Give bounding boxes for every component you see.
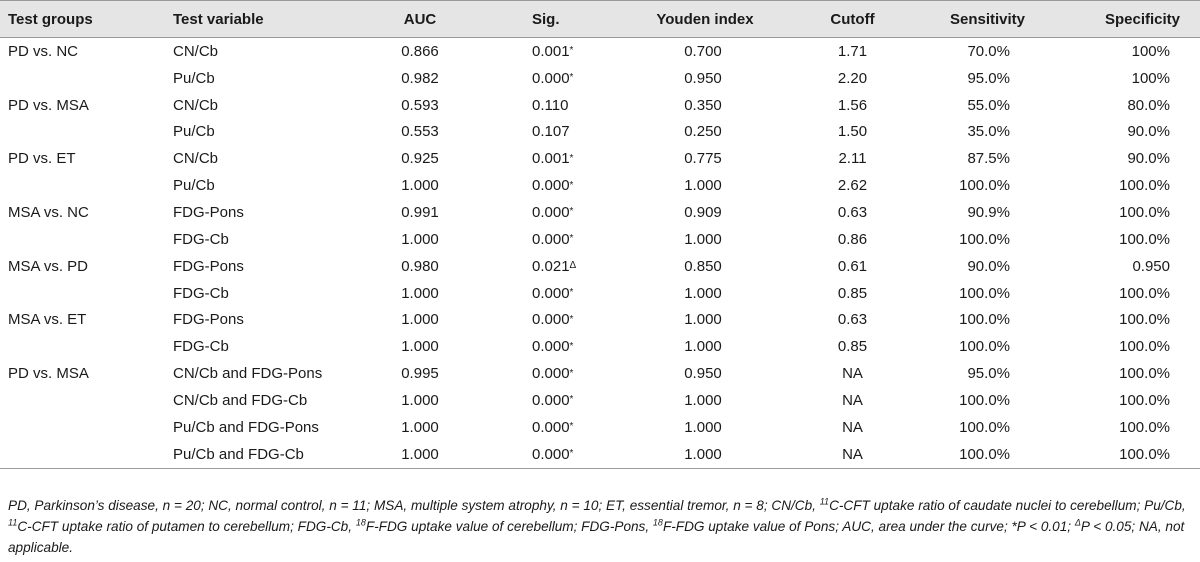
cell-sig-text: 0.000 [532,391,570,409]
cell-youden-index-text: 0.350 [684,96,722,114]
cell-auc-text: 1.000 [401,177,439,195]
cell-sig: 0.000 * [532,365,574,383]
cell-auc [380,253,460,280]
cell-sensitivity [910,226,1010,253]
cell-test-variable [173,65,215,92]
cell-test-group [8,360,89,387]
cell-cutoff-text: 2.11 [838,150,867,168]
cell-test-variable-text: Pu/Cb and FDG-Cb [173,445,304,463]
cell-sig: 0.021 Δ [532,257,577,275]
cell-cutoff [815,65,890,92]
cell-cutoff [815,172,890,199]
footnote-sup-11a: 11 [819,496,830,507]
cell-specificity [1060,145,1170,172]
table-row [0,226,1200,253]
cell-test-group [8,145,76,172]
cell-cutoff-text: 0.86 [837,230,868,248]
cell-sensitivity [910,333,1010,360]
footnote-sup-delta: Δ [1074,517,1081,528]
footnote-text-4: F-FDG uptake value of cerebellum; FDG-Pons, [365,519,653,534]
cell-sensitivity-text: 100.0% [959,284,1010,302]
cell-youden-index-text: 0.775 [684,150,722,168]
cell-youden-index-text: 1.000 [684,445,722,463]
cell-specificity [1060,280,1170,307]
cell-test-variable-text: FDG-Pons [173,257,244,275]
cell-cutoff [815,226,890,253]
cell-test-variable-text: CN/Cb and FDG-Pons [173,365,323,383]
cell-cutoff-text: 0.63 [837,311,868,329]
cell-test-variable-text: FDG-Pons [173,311,244,329]
cell-auc [380,441,460,468]
cell-sig [532,119,570,146]
header-sig: Sig. [532,10,560,28]
cell-cutoff [815,253,890,280]
cell-sig: 0.000 * [532,311,574,329]
cell-specificity [1060,333,1170,360]
cell-auc [380,38,460,65]
cell-sensitivity-text: 90.0% [967,257,1010,275]
cell-sensitivity-text: 100.0% [959,230,1010,248]
cell-test-variable-text: Pu/Cb and FDG-Pons [173,418,319,436]
cell-specificity-text: 100.0% [1119,418,1170,436]
cell-sensitivity-text: 70.0% [967,42,1010,60]
cell-youden-index-text: 0.250 [684,123,722,141]
table-row [0,92,1200,119]
cell-auc-text: 0.991 [401,203,439,221]
cell-sig-text: 0.000 [532,311,570,329]
cell-specificity-text: 100.0% [1119,203,1170,221]
footnote-sup-18b: 18 [652,517,663,528]
cell-sig: 0.000 * [532,338,574,356]
cell-sensitivity-text: 100.0% [959,445,1010,463]
cell-specificity-text: 90.0% [1127,123,1170,141]
cell-sig-text: 0.000 [532,284,570,302]
cell-specificity [1060,387,1170,414]
footnote-sup-11b: 11 [8,517,18,528]
cell-test-variable [173,145,218,172]
cell-auc-text: 1.000 [401,338,439,356]
table-row [0,119,1200,146]
cell-sensitivity-text: 100.0% [959,177,1010,195]
cell-sig: 0.001 * [532,150,574,168]
cell-sensitivity-text: 90.9% [967,203,1010,221]
cell-sensitivity [910,360,1010,387]
cell-sensitivity [910,306,1010,333]
cell-auc [380,119,460,146]
cell-sensitivity [910,414,1010,441]
cell-auc-text: 1.000 [401,391,439,409]
cell-sig: 0.000 * [532,445,574,463]
cell-cutoff [815,145,890,172]
cell-sig-text: 0.001 [532,42,570,60]
cell-sensitivity-text: 95.0% [967,365,1010,383]
cell-specificity-text: 0.950 [1132,257,1170,275]
cell-sig-text: 0.000 [532,338,570,356]
cell-test-variable-text: CN/Cb [173,150,219,168]
cell-sensitivity [910,119,1010,146]
cell-test-variable-text: Pu/Cb [173,177,215,195]
cell-sensitivity-text: 100.0% [959,338,1010,356]
header-auc: AUC [403,10,437,28]
footnote-sup-18a: 18 [355,517,366,528]
cell-test-variable-text: CN/Cb and FDG-Cb [173,391,308,409]
cell-test-variable-text: Pu/Cb [173,123,215,141]
cell-cutoff [815,414,890,441]
cell-auc [380,280,460,307]
cell-sig-text: 0.000 [532,69,570,87]
cell-cutoff-text: NA [842,391,863,409]
table-header-row [0,0,1200,38]
cell-sig-text: 0.000 [532,177,570,195]
header-youden-index: Youden index [656,10,754,28]
cell-auc [380,387,460,414]
cell-cutoff [815,119,890,146]
table-body [0,38,1200,469]
cell-specificity-text: 90.0% [1127,150,1170,168]
cell-auc-text: 0.553 [401,123,439,141]
cell-youden-index [648,65,758,92]
cell-youden-index-text: 1.000 [684,284,722,302]
cell-cutoff-text: 1.50 [837,123,868,141]
cell-sig [532,92,568,119]
cell-cutoff-text: 1.56 [837,96,868,114]
cell-auc-text: 1.000 [401,230,439,248]
cell-test-variable [173,414,319,441]
table-row [0,360,1200,387]
cell-youden-index-text: 1.000 [684,230,722,248]
cell-test-group [8,306,86,333]
cell-test-group-text: MSA vs. ET [8,311,87,329]
table-row [0,306,1200,333]
table-row [0,333,1200,360]
cell-auc-text: 0.980 [401,257,439,275]
cell-test-variable [173,226,229,253]
cell-specificity-text: 100.0% [1119,311,1170,329]
cell-cutoff-text: NA [842,365,863,383]
cell-sensitivity [910,92,1010,119]
cell-specificity [1060,414,1170,441]
cell-sensitivity-text: 87.5% [967,150,1010,168]
cell-sig-text: 0.000 [532,365,570,383]
table-row [0,65,1200,92]
cell-sig-text: 0.021 [532,257,570,275]
cell-specificity-text: 100% [1131,69,1170,87]
cell-cutoff-text: NA [842,418,863,436]
cell-specificity-text: 100.0% [1119,284,1170,302]
cell-cutoff [815,92,890,119]
cell-youden-index-text: 1.000 [684,177,722,195]
cell-test-group [8,199,89,226]
cell-youden-index [648,280,758,307]
cell-cutoff-text: NA [842,445,863,463]
cell-youden-index-text: 0.850 [684,257,722,275]
cell-test-variable [173,333,229,360]
cell-sensitivity-text: 55.0% [967,96,1010,114]
header-test-groups: Test groups [8,10,93,28]
cell-youden-index [648,387,758,414]
cell-specificity [1060,360,1170,387]
header-sensitivity: Sensitivity [949,10,1025,28]
cell-sig: 0.000 * [532,418,574,436]
cell-auc [380,306,460,333]
cell-specificity [1060,172,1170,199]
cell-cutoff [815,199,890,226]
cell-test-group-text: PD vs. MSA [8,365,89,383]
cell-specificity-text: 100.0% [1119,391,1170,409]
cell-cutoff-text: 2.20 [837,69,868,87]
cell-test-variable [173,199,244,226]
cell-cutoff [815,306,890,333]
table-row [0,145,1200,172]
cell-specificity [1060,38,1170,65]
cell-specificity-text: 100% [1131,42,1170,60]
cell-auc-text: 0.925 [401,150,439,168]
table-row [0,387,1200,414]
cell-youden-index [648,38,758,65]
cell-test-variable-text: FDG-Cb [173,284,229,302]
cell-auc-text: 1.000 [401,284,439,302]
cell-sensitivity [910,280,1010,307]
cell-auc-text: 0.982 [401,69,439,87]
header-specificity: Specificity [1104,10,1180,28]
table-row [0,172,1200,199]
cell-test-variable-text: FDG-Cb [173,338,229,356]
cell-auc-text: 0.866 [401,42,439,60]
cell-youden-index [648,306,758,333]
cell-auc [380,92,460,119]
cell-auc [380,333,460,360]
cell-youden-index [648,199,758,226]
cell-cutoff [815,360,890,387]
cell-specificity-text: 100.0% [1119,177,1170,195]
cell-auc [380,360,460,387]
cell-sensitivity [910,145,1010,172]
cell-youden-index [648,119,758,146]
cell-specificity-text: 100.0% [1119,338,1170,356]
cell-auc [380,172,460,199]
cell-youden-index [648,360,758,387]
cell-youden-index-text: 0.700 [684,42,722,60]
cell-test-group-text: PD vs. ET [8,150,76,168]
cell-youden-index [648,226,758,253]
cell-specificity [1060,65,1170,92]
cell-test-variable [173,441,304,468]
table-footnote [8,495,1193,558]
header-test-variable: Test variable [173,10,264,28]
cell-sensitivity [910,387,1010,414]
cell-sensitivity [910,172,1010,199]
table-row [0,253,1200,280]
cell-test-variable [173,253,244,280]
cell-test-group-text: MSA vs. PD [8,257,89,275]
cell-sensitivity [910,253,1010,280]
cell-sensitivity-text: 100.0% [959,391,1010,409]
cell-auc-text: 0.593 [401,96,439,114]
cell-specificity [1060,119,1170,146]
cell-auc [380,65,460,92]
cell-sig-text: 0.000 [532,445,570,463]
cell-test-variable [173,387,307,414]
cell-sensitivity [910,441,1010,468]
cell-test-variable-text: CN/Cb [173,96,219,114]
cell-test-variable-text: FDG-Pons [173,203,244,221]
cell-specificity [1060,306,1170,333]
cell-auc-text: 1.000 [401,311,439,329]
cell-test-variable [173,172,215,199]
table-row [0,199,1200,226]
footnote-text-5: F-FDG uptake value of Pons; AUC, area under the curve; *P < 0.01; [662,519,1075,534]
cell-test-group-text: PD vs. MSA [8,96,89,114]
cell-auc [380,414,460,441]
cell-auc-text: 1.000 [401,445,439,463]
cell-auc-text: 1.000 [401,418,439,436]
cell-specificity-text: 80.0% [1127,96,1170,114]
cell-test-group-text: PD vs. NC [8,42,79,60]
cell-youden-index-text: 0.950 [684,69,722,87]
cell-cutoff [815,280,890,307]
cell-test-variable-text: CN/Cb [173,42,219,60]
cell-test-variable [173,306,244,333]
cell-test-variable [173,38,218,65]
footnote-text-1: PD, Parkinson’s disease, n = 20; NC, normal control, n = 11; MSA, multiple system atrophy, n = 10; ET, essential tremor, n = 8; CN/Cb, [8,498,820,513]
cell-specificity [1060,92,1170,119]
cell-test-variable-text: FDG-Cb [173,230,229,248]
cell-cutoff-text: 0.63 [837,203,868,221]
cell-sig: 0.000 * [532,177,574,195]
cell-sensitivity-text: 100.0% [959,311,1010,329]
cell-sig: 0.001 * [532,42,574,60]
cell-sig-text: 0.107 [532,123,570,141]
cell-auc [380,145,460,172]
cell-test-group-text: MSA vs. NC [8,203,89,221]
cell-youden-index-text: 1.000 [684,338,722,356]
cell-test-variable [173,280,229,307]
cell-test-group [8,92,89,119]
cell-sig-text: 0.000 [532,203,570,221]
cell-cutoff [815,387,890,414]
cell-youden-index-text: 1.000 [684,311,722,329]
cell-specificity [1060,253,1170,280]
cell-test-group [8,253,88,280]
cell-youden-index [648,253,758,280]
cell-sig: 0.000 * [532,391,574,409]
cell-youden-index [648,172,758,199]
cell-youden-index [648,92,758,119]
cell-auc-text: 0.995 [401,365,439,383]
footnote-text-3: C-CFT uptake ratio of putamen to cerebellum; FDG-Cb, [17,519,356,534]
cell-test-variable [173,119,215,146]
table-row [0,441,1200,468]
cell-cutoff-text: 0.85 [837,284,868,302]
cell-cutoff-text: 2.62 [837,177,868,195]
cell-specificity-text: 100.0% [1119,365,1170,383]
cell-cutoff-text: 1.71 [837,42,868,60]
cell-test-variable [173,360,322,387]
cell-sig-text: 0.110 [532,96,569,114]
cell-test-variable [173,92,218,119]
cell-cutoff [815,38,890,65]
cell-cutoff-text: 0.85 [837,338,868,356]
cell-youden-index [648,414,758,441]
cell-youden-index-text: 0.950 [684,365,722,383]
cell-youden-index-text: 0.909 [684,203,722,221]
cell-cutoff-text: 0.61 [837,257,868,275]
cell-auc [380,226,460,253]
cell-youden-index [648,441,758,468]
cell-cutoff [815,333,890,360]
cell-sig: 0.000 * [532,69,574,87]
cell-youden-index [648,145,758,172]
cell-specificity [1060,441,1170,468]
cell-specificity-text: 100.0% [1119,445,1170,463]
cell-sensitivity-text: 95.0% [967,69,1010,87]
cell-sensitivity [910,38,1010,65]
cell-sig: 0.000 * [532,203,574,221]
cell-youden-index [648,333,758,360]
cell-sensitivity-text: 100.0% [959,418,1010,436]
cell-sig-text: 0.000 [532,418,570,436]
cell-sig: 0.000 * [532,230,574,248]
header-cutoff: Cutoff [830,10,875,28]
cell-specificity [1060,226,1170,253]
cell-cutoff [815,441,890,468]
footnote-text-2: C-CFT uptake ratio of caudate nuclei to cerebellum; Pu/Cb, [829,498,1186,513]
cell-youden-index-text: 1.000 [684,391,722,409]
cell-specificity [1060,199,1170,226]
cell-sig-text: 0.000 [532,230,570,248]
cell-sensitivity-text: 35.0% [967,123,1010,141]
footnote-text-6: P < 0.05; NA, not applicable. [8,519,1185,555]
cell-sensitivity [910,65,1010,92]
cell-sig: 0.000 * [532,284,574,302]
cell-sensitivity [910,199,1010,226]
cell-sig-text: 0.001 [532,150,570,168]
cell-test-variable-text: Pu/Cb [173,69,215,87]
cell-test-group [8,38,78,65]
cell-youden-index-text: 1.000 [684,418,722,436]
cell-auc [380,199,460,226]
table-row [0,280,1200,307]
table-row [0,414,1200,441]
table-row [0,38,1200,65]
cell-specificity-text: 100.0% [1119,230,1170,248]
